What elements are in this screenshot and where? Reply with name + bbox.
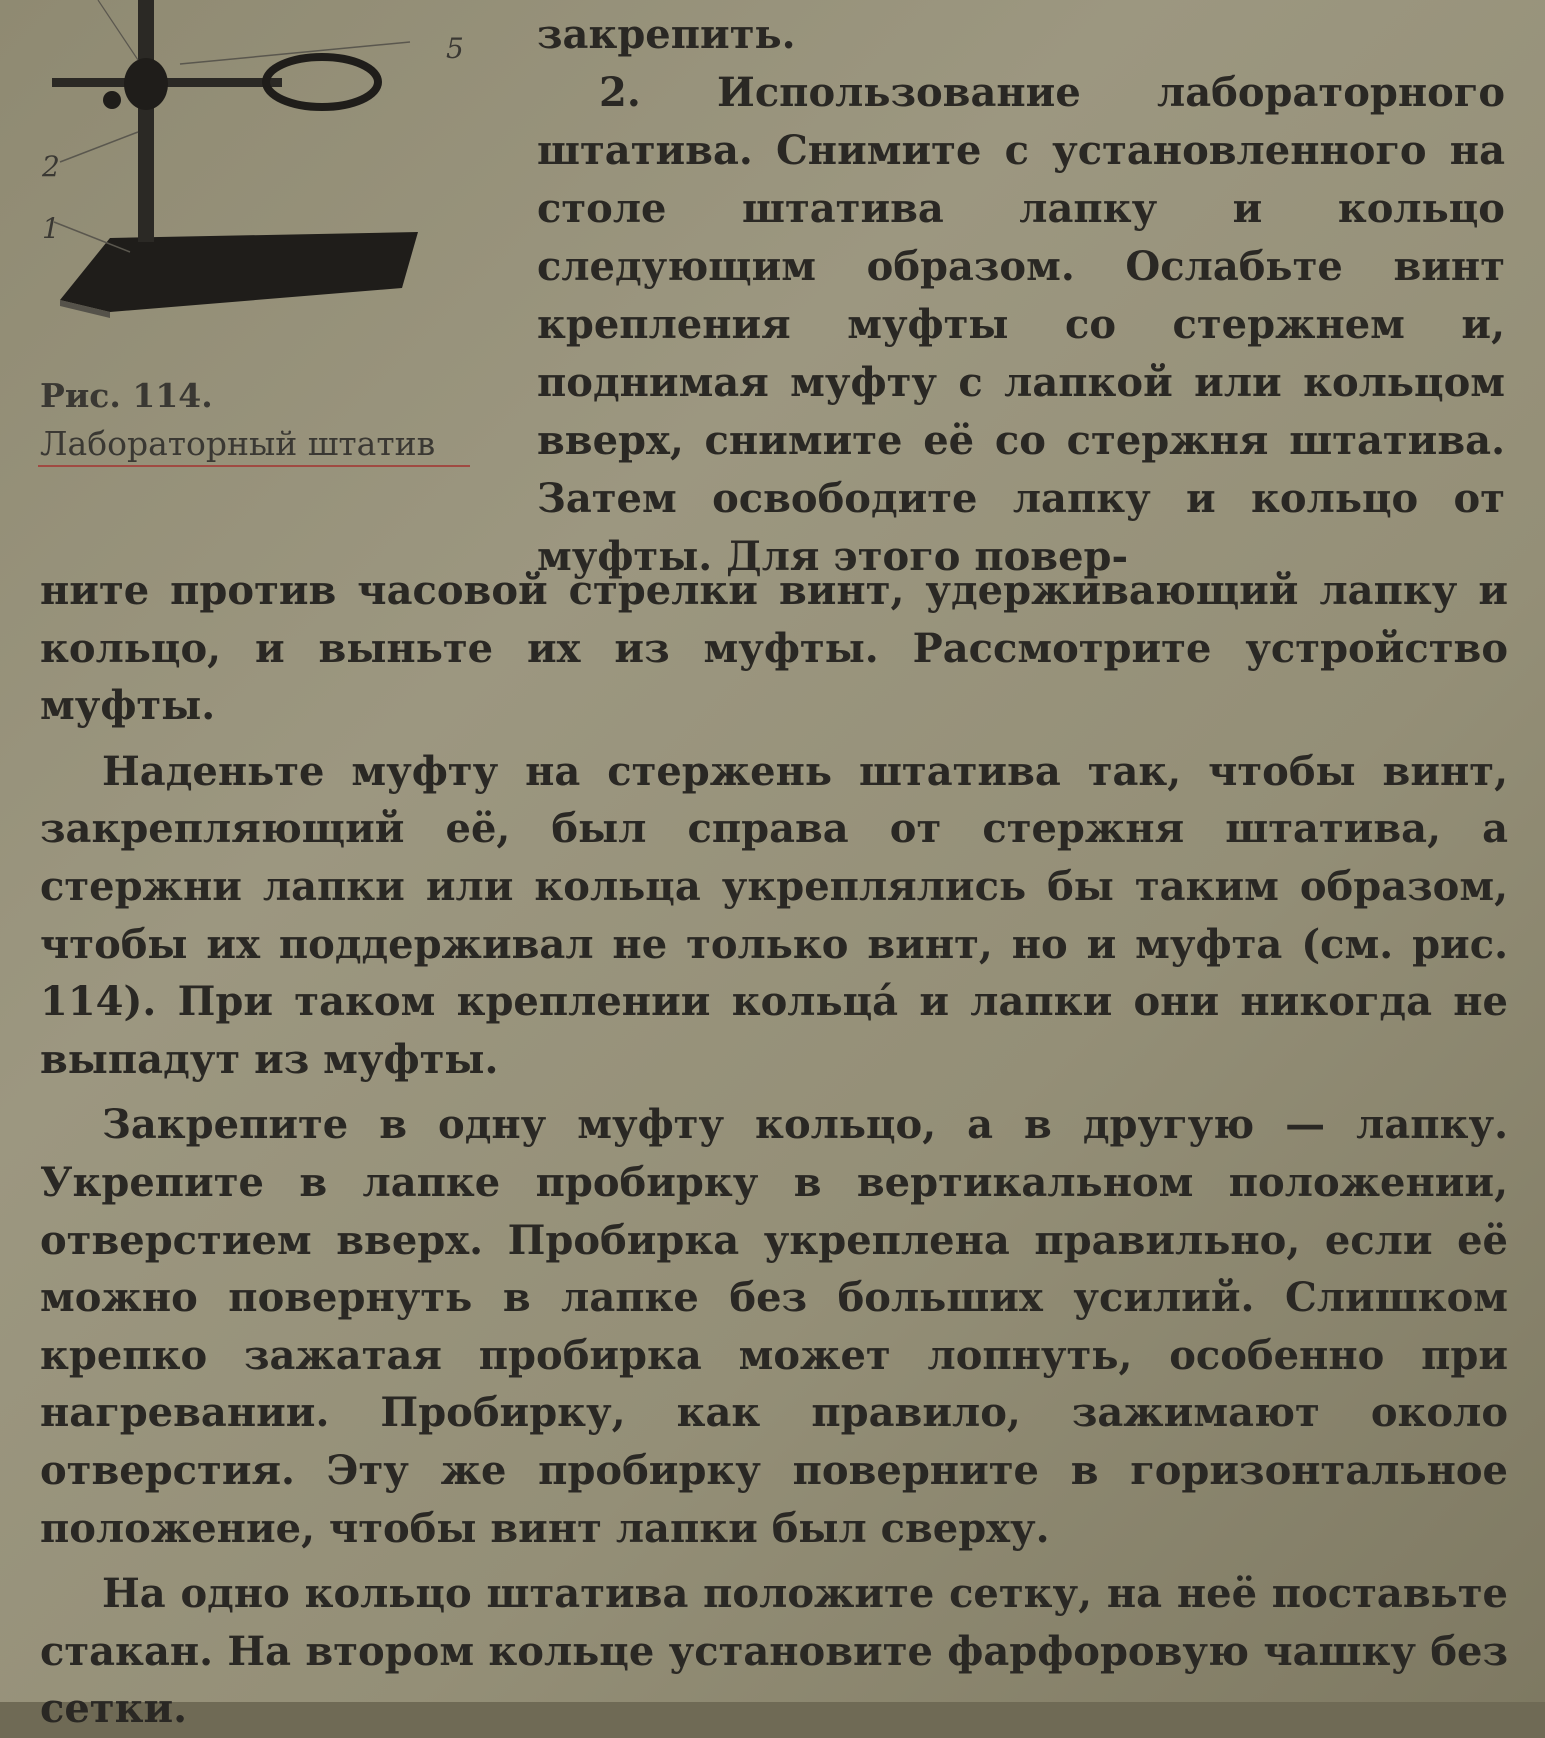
boss-head xyxy=(124,58,168,110)
paragraph-2: Наденьте муфту на стержень штатива так, чтобы винт, закрепляющий её, был справа от стержня штатива, а стержни лапки или кольца укреплялись бы таким образом, чтобы их поддерживал не только винт, но и муфта (см. рис. 114). При таком креплении кольца́ и лапки они никогда не выпадут из муфты. xyxy=(40,747,1508,1083)
caption-number: Рис. 114. xyxy=(40,376,213,415)
full-width-text xyxy=(40,562,1508,1738)
top-fragment: закрепить. xyxy=(537,11,796,58)
figure-label-5: 5 xyxy=(446,32,464,65)
right-column-text xyxy=(537,6,1505,586)
stand-base xyxy=(60,232,418,312)
figure-label-2: 2 xyxy=(42,150,60,183)
stand-rod xyxy=(138,0,154,242)
lab-stand-illustration xyxy=(30,0,480,340)
caption-underline xyxy=(38,465,470,467)
figure-label-1: 1 xyxy=(42,212,60,245)
figure-lab-stand xyxy=(30,0,480,360)
boss-screw xyxy=(103,91,121,109)
column-paragraph: Снимите с установленного на столе штатива лапку и кольцо следующим образом. Ослабьте винт крепления муфты со стержнем и, поднимая муфту с лапкой или кольцом вверх, снимите её со стержня штатива. Затем освободите лапку и кольцо от муфты. Для этого повер- xyxy=(537,127,1505,580)
paragraph-3: Закрепите в одну муфту кольцо, а в другую — лапку. Укрепите в лапке пробирку в вертикальном положении, отверстием вверх. Пробирка укреплена правильно, если её можно повернуть в лапке без больших усилий. Слишком крепко зажатая пробирка может лопнуть, особенно при нагревании. Пробирку, как правило, зажимают около отверстия. Эту же пробирку поверните в горизонтальное положение, чтобы винт лапки был сверху. xyxy=(40,1101,1508,1552)
stand-ring xyxy=(266,57,378,107)
paragraph-1-continuation: ните против часовой стрелки винт, удерживающий лапку и кольцо, и выньте их из муфты. Рассмотрите устройство муфты. xyxy=(40,567,1508,730)
section-heading: 2. Использование лабораторного штатива. xyxy=(537,69,1505,174)
paragraph-4: На одно кольцо штатива положите сетку, на неё поставьте стакан. На втором кольце установите фарфоровую чашку без сетки. xyxy=(40,1570,1508,1733)
caption-text: Лабораторный штатив xyxy=(40,424,436,463)
figure-caption xyxy=(40,372,470,468)
